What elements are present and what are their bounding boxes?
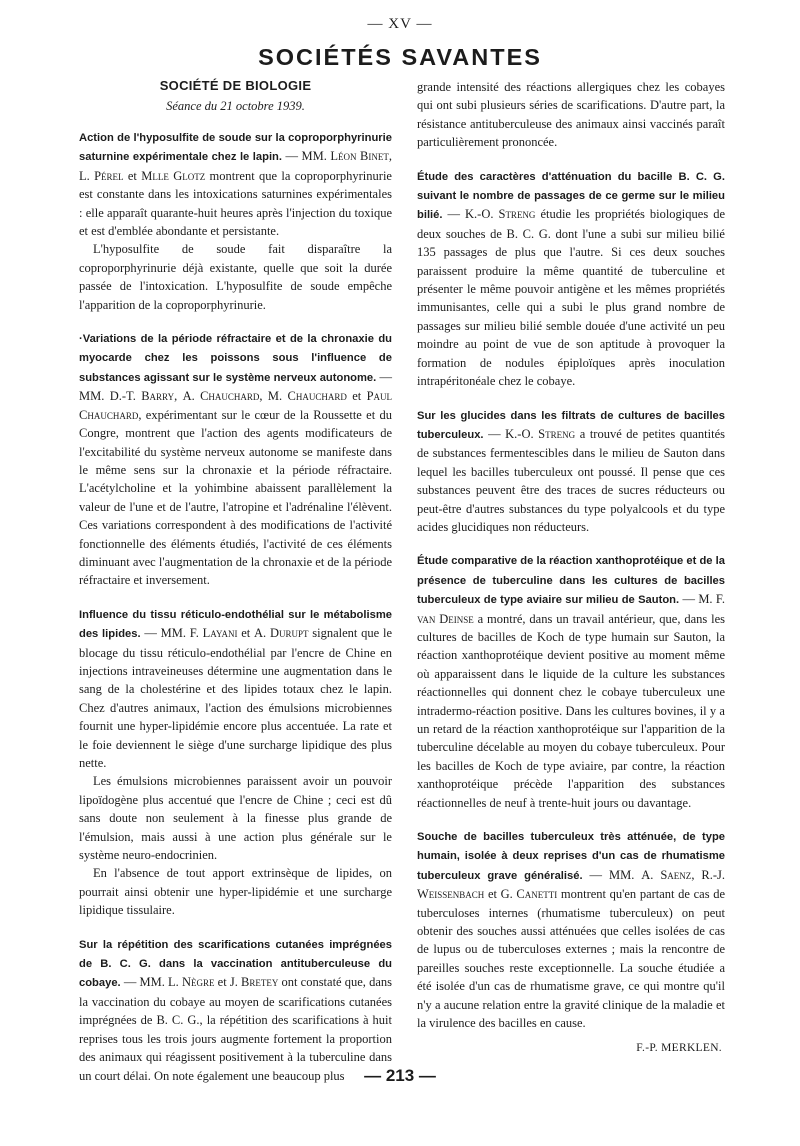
author-name: D.-T. Barry xyxy=(109,389,175,404)
text-dash: — MM. xyxy=(79,369,393,404)
author-name: R.-J. Weissenbach xyxy=(417,867,726,902)
article-title: Sur la répétition des scarifications cutanées imprégnées de B. C. G. dans la vaccination antituberculeuse du cobaye. xyxy=(79,938,392,990)
roman-page-number: — XV — xyxy=(367,16,433,32)
author-name: Léon Binet xyxy=(330,149,389,164)
text-dash: — MM. xyxy=(120,975,169,990)
article-title: ·Variations de la période réfractaire et de la chronaxie du myocarde chez les poissons sous l'influence de substances agissant sur le système nerveux autonome. xyxy=(79,333,392,384)
author-name: G. Canetti xyxy=(500,887,558,902)
article-paragraph xyxy=(417,551,725,812)
article-paragraph: En l'absence de tout apport extrinsèque de lipides, on pourrait ainsi obtenir une hyper-lipidémie et une surcharge lipidique tissulaire. xyxy=(79,866,392,918)
text-dash: — MM. xyxy=(282,149,331,164)
article-hyposulfite xyxy=(79,128,392,314)
article-text: étudie les propriétés biologiques de deux souches de B. C. G. dont l'une a subi sur milieu bilié 135 passages de plus que l'autre. Si ces deux souches paraissent produire la même quantité de tuberculine et présenter le même pouvoir antigène et les mêmes propriétés immunisantes, celle qui a subi le plus grand nombre de passages sur milieu bilié semble douée d'une activité un peu moindre au point de vue de son aptitude à provoquer la formation de nodules épiploïques après inoculation intrapéritonéale chez le cobaye. xyxy=(417,207,725,389)
article-text: montrent qu'en partant de cas de tuberculoses internes (rhumatisme tuberculeux) on peut obtenir des souches aussi atténuées que celles isolées de cas de lupus ou de tuberculoses externes ; mais la rencontre de pareilles souches reste exceptionnelle. La souche étudiée a été isolée d'un cas de rhumatisme grave, ce qui montre qu'il n'y a aucune relation entre la gravité clinique de la maladie et la virulence des bacilles en cause. xyxy=(417,887,725,1031)
article-text: montrent que la coproporphyrinurie est constante dans les intoxications saturnines expérimentales : elle apparaît quarante-huit heures après l'injection du toxique et est d'emblée abondante et persistante. xyxy=(79,168,392,239)
article-paragraph xyxy=(417,167,725,391)
article-paragraph: L'hyposulfite de soude fait disparaître la coproporphyrinurie déjà existante, quelle que soit la durée passée de l'intoxication. L'hyposulfite de soude empêche l'apparition de la coproporphyrinurie. xyxy=(79,242,392,312)
article-text: a montré, dans un travail antérieur, que, dans les cultures de bacilles de Koch de type humain sur Sauton, la réaction xanthoprotéique devient positive au moment même où apparaissent dans le liquide de la culture les substances réactionnelles qui donnent chez le cobaye tuberculeux une intradermo-réaction positive. Dans les cultures bovines, il y a un retard de la réaction xanthoprotéique sur l'apparition de la tuberculine décelable au moyen du cobaye tuberculeux. Pour les bacilles de Koch de type aviaire, par contre, la réaction xanthoprotéique précède l'apparition des substances réactionnelles de neuf à trente-huit jours ou davantage. xyxy=(417,611,725,810)
article-title: Action de l'hyposulfite de soude sur la coproporphyrinurie saturnine expérimentale chez le lapin. xyxy=(79,132,392,164)
article-scarifications xyxy=(79,935,392,1085)
article-title: Souche de bacilles tuberculeux très atténuée, de type humain, isolée à deux reprises d'un cas de rhumatisme tuberculeux grave généralisé. xyxy=(417,831,725,882)
author-name: A. Durupt xyxy=(254,626,309,641)
text-separator: et xyxy=(484,887,501,902)
author-name: Mlle Glotz xyxy=(141,168,206,183)
article-title: Étude des caractères d'atténuation du bacille B. C. G. suivant le nombre de passages de ce germe sur le milieu bilié. xyxy=(417,170,725,222)
article-text: signalent que le blocage du tissu réticulo-endothélial par l'encre de Chine en injections intraveineuses détermine une augmentation dans le sang de la cholestérine et des lipides totaux chez le lapin. Chez d'autres animaux, l'action des émulsions microbiennes fournit une hyper-lipidémie encore plus accentuée. La rate et le foie deviennent le siège d'une surcharge lipidique des plus nette. xyxy=(79,626,393,770)
left-column xyxy=(79,74,392,1100)
article-title: Sur les glucides dans les filtrats de cultures de bacilles tuberculeux. xyxy=(417,409,725,441)
article-text: , expérimentant sur le cœur de la Roussette et du Congre, montrent que l'action des agents modificateurs de l'excitabilité du système nerveux autonome se manifeste dans le même sens sur la chronaxie et la période réfractaire. L'acétylcholine et la yohimbine abaissent parallèlement la valeur de l'une et de l'autre, l'atropine et l'adrénaline l'élèvent. Ces variations correspondent à des modifications de l'activité fonctionnelle des éléments étudiés, l'activité de ces éléments diminuant avec l'augmentation de la chronaxie et de la période réfractaire et inversement. xyxy=(79,407,392,588)
article-paragraph xyxy=(417,827,725,1032)
author-name: F. van Deinse xyxy=(417,592,725,626)
section-title: SOCIÉTÉ DE BIOLOGIE xyxy=(159,78,312,93)
author-name: A. Saenz xyxy=(641,867,692,882)
author-name: K.-O. Streng xyxy=(505,426,576,441)
article-xanthoproteique xyxy=(417,551,725,812)
text-separator: , xyxy=(691,867,702,882)
article-title: Influence du tissu réticulo-endothélial sur le métabolisme des lipides. xyxy=(79,608,392,641)
text-separator: , xyxy=(174,389,183,404)
author-name: L. Pérel xyxy=(79,168,124,183)
text-separator: , xyxy=(388,149,392,164)
article-periode-refractaire xyxy=(79,329,392,590)
page-title: SOCIÉTÉS SAVANTES xyxy=(258,44,542,70)
text-separator: et xyxy=(237,626,255,641)
article-title: Étude comparative de la réaction xanthoprotéique et de la présence de tuberculine dans les cultures de bacilles tuberculeux de type aviaire sur milieu de Sauton. xyxy=(417,555,725,607)
article-scarifications-continued xyxy=(417,78,725,152)
article-glucides xyxy=(417,406,725,537)
article-bcg-attenuation xyxy=(417,167,725,391)
text-dash: — M. xyxy=(679,592,716,607)
author-name: J. Bretey xyxy=(229,975,279,990)
article-paragraph xyxy=(79,935,392,1085)
article-text: ont constaté que, dans la vaccination du cobaye au moyen de scarifications cutanées imprégnées de B. C. G., la répétition des scarifications à huit reprises tous les trois jours augmente fortement la proportion des animaux qui réagissent positivement à la tuberculine dans un court délai. On note également une beaucoup plus xyxy=(79,975,393,1083)
article-paragraph: Les émulsions microbiennes paraissent avoir un pouvoir lipoïdogène plus accentué que l'encre de Chine ; ceci est dû sans doute non seulement à la finesse plus grande de l'émulsion, mais aussi à une action plus générale sur le système neuro-endocrinien. xyxy=(79,774,392,863)
author-name: F. Layani xyxy=(189,626,238,641)
article-souche-attenuee xyxy=(417,827,725,1032)
text-separator: et xyxy=(346,389,367,404)
text-dash: — xyxy=(442,207,466,222)
author-name: Paul Chauchard xyxy=(79,389,393,422)
text-separator: , xyxy=(259,389,268,404)
right-column xyxy=(417,78,725,1054)
article-paragraph xyxy=(79,605,392,773)
text-dash: — MM. xyxy=(582,867,642,882)
author-name: L. Nègre xyxy=(168,975,215,990)
text-separator: et xyxy=(214,975,230,990)
article-tissu-reticulo xyxy=(79,605,392,920)
article-paragraph xyxy=(79,329,392,590)
author-signature: F.-P. MERKLEN. xyxy=(636,1041,722,1054)
article-paragraph xyxy=(79,128,392,240)
text-dash: — xyxy=(483,426,506,441)
article-paragraph xyxy=(417,406,725,537)
author-name: A. Chauchard xyxy=(182,389,260,404)
article-text: a trouvé de petites quantités de substances fermentescibles dans le milieu de Sauton dans lequel les bacilles tuberculeux ont poussé. Il pense que ces substances peuvent être des traces de sucres réducteurs ou peut-être d'autres substances du type polyalcools et du type acides glucidiques non réducteurs. xyxy=(417,426,725,534)
author-name: K.-O. Streng xyxy=(465,207,536,222)
text-dash: — MM. xyxy=(140,626,190,641)
page-number: — 213 — xyxy=(364,1066,436,1085)
article-paragraph: grande intensité des réactions allergiques chez les cobayes qui ont subi plusieurs séries de scarifications. D'autre part, la résistance antituberculeuse des animaux ainsi vaccinés paraît particulièrement prononcée. xyxy=(417,80,725,150)
session-date: Séance du 21 octobre 1939. xyxy=(166,99,305,113)
author-name: M. Chauchard xyxy=(267,389,347,404)
text-separator: et xyxy=(123,168,142,183)
